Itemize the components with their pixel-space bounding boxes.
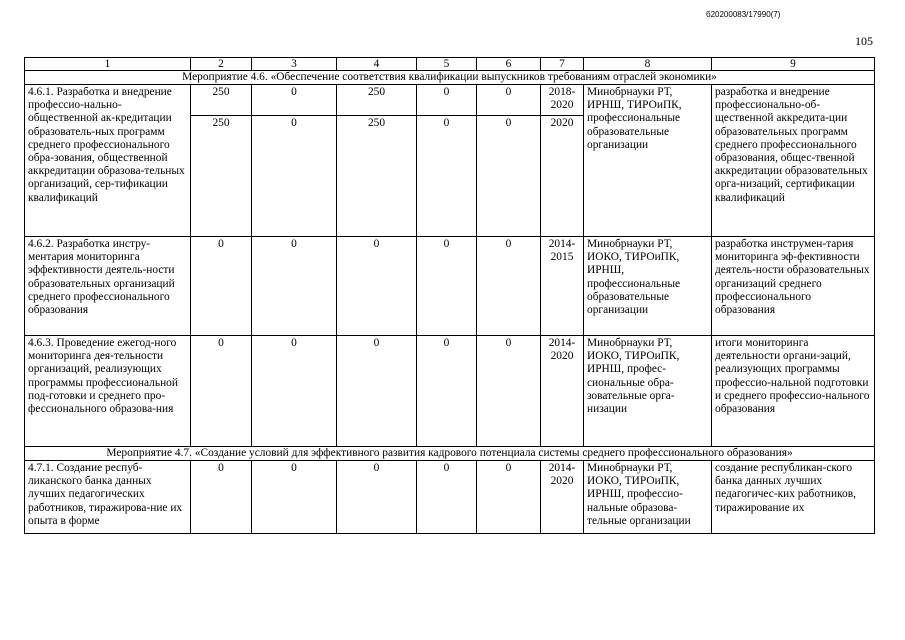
page-number: 105 <box>855 34 873 48</box>
value-cell: 0 <box>417 85 477 116</box>
value-cell: 0 <box>417 461 477 534</box>
value-cell: 250 <box>337 85 417 116</box>
header-cell: 8 <box>584 58 712 71</box>
table-row <box>25 336 875 447</box>
section-row <box>25 447 875 461</box>
period-cell: 2014-2020 <box>541 461 584 534</box>
value-cell: 0 <box>477 237 541 336</box>
value-cell: 0 <box>477 85 541 116</box>
table-row <box>25 461 875 534</box>
activity-name: 4.7.1. Создание респуб-ликанского банка данных лучших педагогических работников, тиражирова-ние их опыта в форме <box>25 461 191 534</box>
value-cell: 0 <box>417 237 477 336</box>
result-cell: разработка и внедрение профессионально-об-щественной аккредита-ции образовательных программ среднего профессионального образования, общес-твенной аккредитации образовательных орга-низаций, сертификации квалификаций <box>712 85 875 237</box>
value-cell: 0 <box>337 336 417 447</box>
period-cell: 2018-2020 <box>541 85 584 116</box>
responsible-cell: Минобрнауки РТ, ИРНШ, ТИРОиПК, профессиональные образовательные организации <box>584 85 712 237</box>
value-cell: 0 <box>337 461 417 534</box>
value-cell: 0 <box>252 85 337 116</box>
value-cell: 0 <box>252 461 337 534</box>
activity-name: 4.6.2. Разработка инстру-ментария мониторинга эффективности деятель-ности образовательных организаций среднего профессионального образования <box>25 237 191 336</box>
header-row <box>25 58 875 71</box>
table-row <box>25 237 875 336</box>
responsible-cell: Минобрнауки РТ, ИОКО, ТИРОиПК, ИРНШ, профессиональные образовательные организации <box>584 237 712 336</box>
value-cell: 0 <box>252 336 337 447</box>
header-cell: 3 <box>252 58 337 71</box>
section-title: Мероприятие 4.7. «Создание условий для эффективного развития кадрового потенциала системы среднего профессионального образования» <box>25 447 875 461</box>
value-cell: 0 <box>191 461 252 534</box>
header-cell: 7 <box>541 58 584 71</box>
period-cell: 2014-2015 <box>541 237 584 336</box>
section-row <box>25 71 875 85</box>
responsible-cell: Минобрнауки РТ, ИОКО, ТИРОиПК, ИРНШ, профес-сиональные обра-зовательные орга-низации <box>584 336 712 447</box>
header-cell: 6 <box>477 58 541 71</box>
value-cell: 0 <box>477 116 541 237</box>
period-cell: 2014-2020 <box>541 336 584 447</box>
value-cell: 0 <box>191 336 252 447</box>
header-cell: 2 <box>191 58 252 71</box>
value-cell: 0 <box>252 116 337 237</box>
value-cell: 0 <box>191 237 252 336</box>
value-cell: 250 <box>337 116 417 237</box>
section-title: Мероприятие 4.6. «Обеспечение соответствия квалификации выпускников требованиям отраслей экономики» <box>25 71 875 85</box>
value-cell: 0 <box>337 237 417 336</box>
header-cell: 9 <box>712 58 875 71</box>
value-cell: 0 <box>252 237 337 336</box>
responsible-cell: Минобрнауки РТ, ИОКО, ТИРОиПК, ИРНШ, профессио-нальные образова-тельные организации <box>584 461 712 534</box>
header-cell: 1 <box>25 58 191 71</box>
value-cell: 0 <box>477 336 541 447</box>
value-cell: 0 <box>477 461 541 534</box>
period-cell: 2020 <box>541 116 584 237</box>
program-table <box>24 57 875 534</box>
value-cell: 250 <box>191 116 252 237</box>
header-cell: 4 <box>337 58 417 71</box>
result-cell: разработка инструмен-тария мониторинга эф-фективности деятель-ности образовательных организаций среднего профессионального образования <box>712 237 875 336</box>
table-row <box>25 85 875 116</box>
value-cell: 250 <box>191 85 252 116</box>
activity-name: 4.6.3. Проведение ежегод-ного мониторинга дея-тельности организаций, реализующих программы профессиональной под-готовки и среднего про-фессионального образова-ния <box>25 336 191 447</box>
document-id: б20200083/17990(7) <box>706 10 781 19</box>
result-cell: создание республикан-ского банка данных лучших педагогичес-ких работников, тиражирование их <box>712 461 875 534</box>
header-cell: 5 <box>417 58 477 71</box>
value-cell: 0 <box>417 116 477 237</box>
activity-name: 4.6.1. Разработка и внедрение профессио-нально-общественной ак-кредитации образователь-ных программ среднего профессионального обра-зования, общественной аккредитации образова-тельных организаций, сер-тификации квалификаций <box>25 85 191 237</box>
value-cell: 0 <box>417 336 477 447</box>
result-cell: итоги мониторинга деятельности органи-заций, реализующих программы профессио-нальной подготовки и среднего профессио-нального образования <box>712 336 875 447</box>
